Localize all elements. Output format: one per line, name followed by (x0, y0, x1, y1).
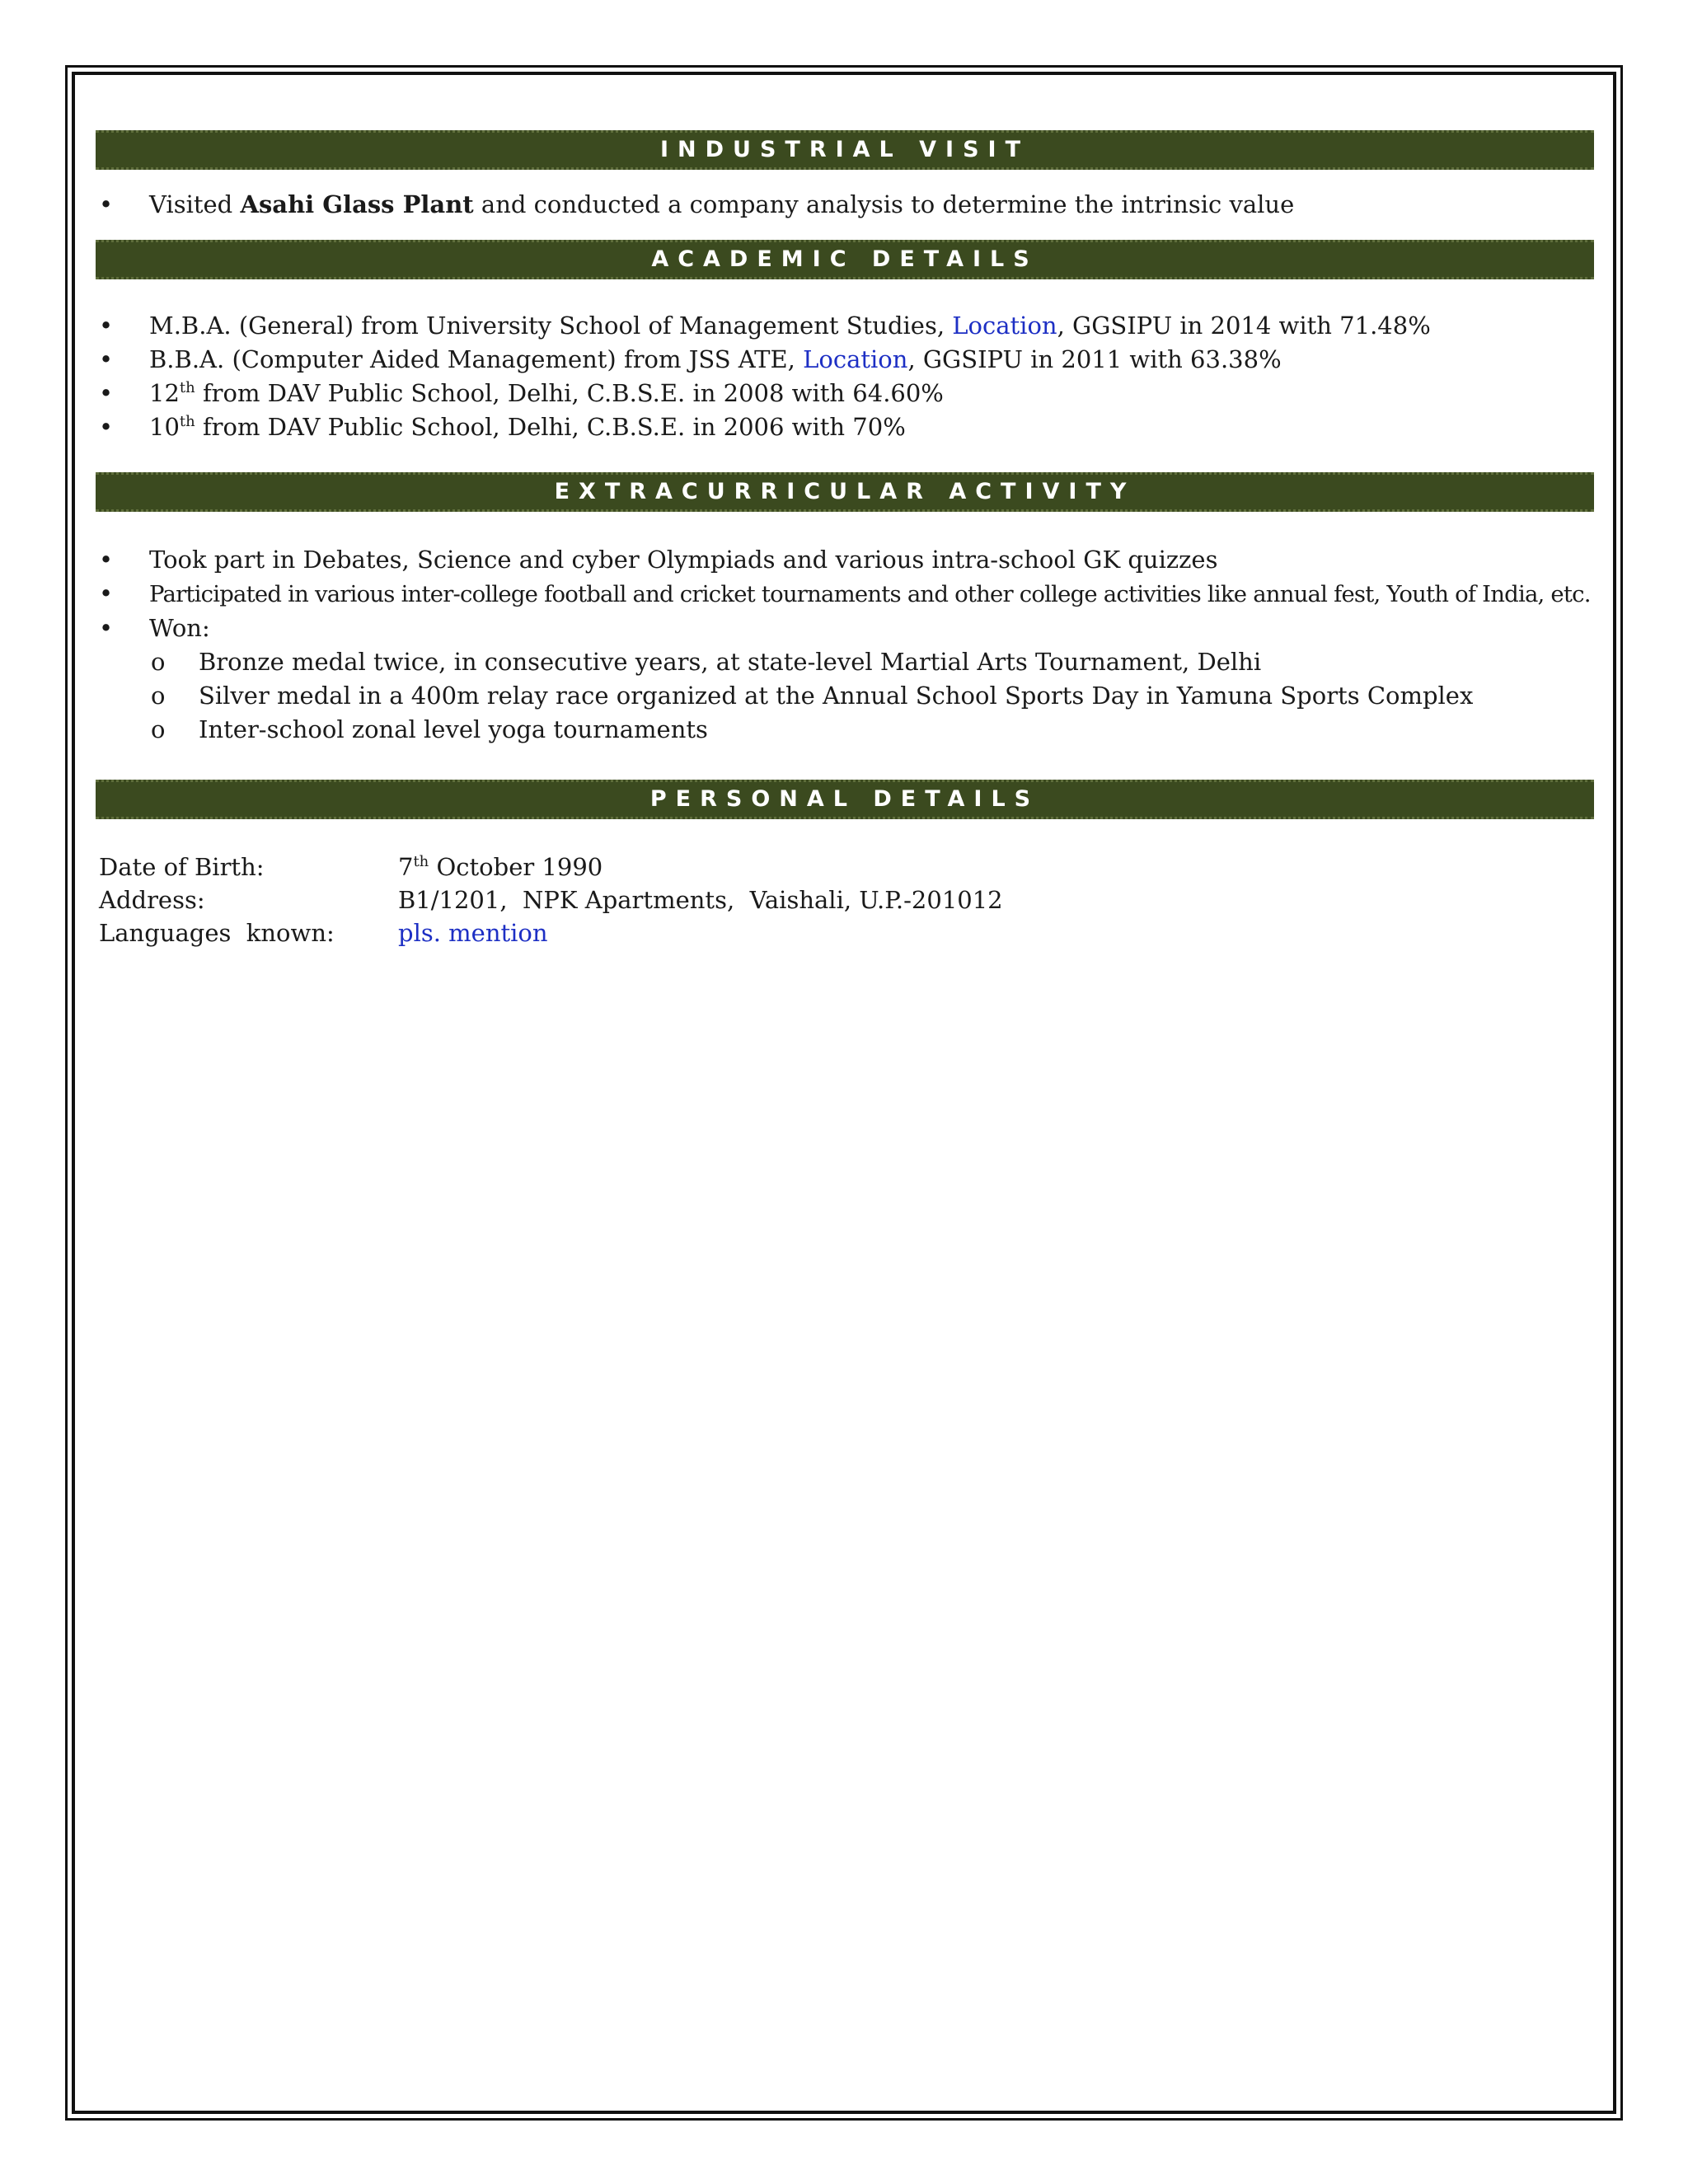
company-name: Asahi Glass Plant (240, 190, 474, 218)
bullet-icon: • (99, 614, 114, 642)
bullet-icon: • (99, 379, 114, 407)
languages-value[interactable]: pls. mention (398, 919, 548, 947)
location-link[interactable]: Location (803, 345, 908, 373)
list-item: • Participated in various inter-college football and cricket tournaments and other college activities like annual fest, Youth of India, etc. (96, 577, 1594, 612)
bullet-icon: • (99, 312, 114, 340)
section-header-industrial-visit: INDUSTRIAL VISIT (96, 130, 1594, 170)
sub-list-item: o Inter-school zonal level yoga tournaments (96, 713, 1594, 747)
hollow-bullet-icon: o (151, 682, 166, 710)
location-link[interactable]: Location (952, 312, 1057, 340)
section-header-academic-details: ACADEMIC DETAILS (96, 240, 1594, 279)
languages-label: Languages known: (99, 919, 335, 947)
section-header-personal-details: PERSONAL DETAILS (96, 780, 1594, 819)
bullet-icon: • (99, 190, 114, 218)
academic-details-list (96, 309, 1594, 444)
resume-page (96, 130, 1594, 949)
list-item: • B.B.A. (Computer Aided Management) from JSS ATE, Location, GGSIPU in 2011 with 63.38% (96, 343, 1594, 377)
extracurricular-list (96, 543, 1594, 645)
list-item: • Took part in Debates, Science and cyber Olympiads and various intra-school GK quizzes (96, 543, 1594, 577)
bullet-icon: • (99, 345, 114, 373)
list-item: • M.B.A. (General) from University School of Management Studies, Location, GGSIPU in 2014 with 71.48% (96, 309, 1594, 343)
sub-list-item: o Silver medal in a 400m relay race organized at the Annual School Sports Day in Yamuna Sports Complex (96, 679, 1594, 713)
personal-detail-row-address (96, 883, 1594, 916)
address-value: B1/1201, NPK Apartments, Vaishali, U.P.-201012 (398, 886, 1003, 914)
awards-sublist (96, 645, 1594, 747)
dob-label: Date of Birth: (99, 853, 265, 881)
industrial-visit-list (96, 188, 1594, 222)
list-item: • 12th from DAV Public School, Delhi, C.B.S.E. in 2008 with 64.60% (96, 377, 1594, 410)
section-header-extracurricular-activity: EXTRACURRICULAR ACTIVITY (96, 472, 1594, 512)
hollow-bullet-icon: o (151, 715, 166, 743)
sub-list-item: o Bronze medal twice, in consecutive years, at state-level Martial Arts Tournament, Delhi (96, 645, 1594, 679)
list-item: • Visited Asahi Glass Plant and conducted a company analysis to determine the intrinsic value (96, 188, 1594, 222)
personal-details-table (96, 851, 1594, 949)
dob-value: 7th October 1990 (398, 853, 603, 881)
list-item: • Won: (96, 612, 1594, 645)
bullet-icon: • (99, 413, 114, 441)
address-label: Address: (99, 886, 205, 914)
list-item: • 10th from DAV Public School, Delhi, C.B.S.E. in 2006 with 70% (96, 410, 1594, 444)
personal-detail-row-dob (96, 851, 1594, 883)
personal-detail-row-languages (96, 916, 1594, 949)
bullet-icon: • (99, 546, 114, 574)
hollow-bullet-icon: o (151, 648, 166, 676)
bullet-icon: • (99, 579, 114, 607)
